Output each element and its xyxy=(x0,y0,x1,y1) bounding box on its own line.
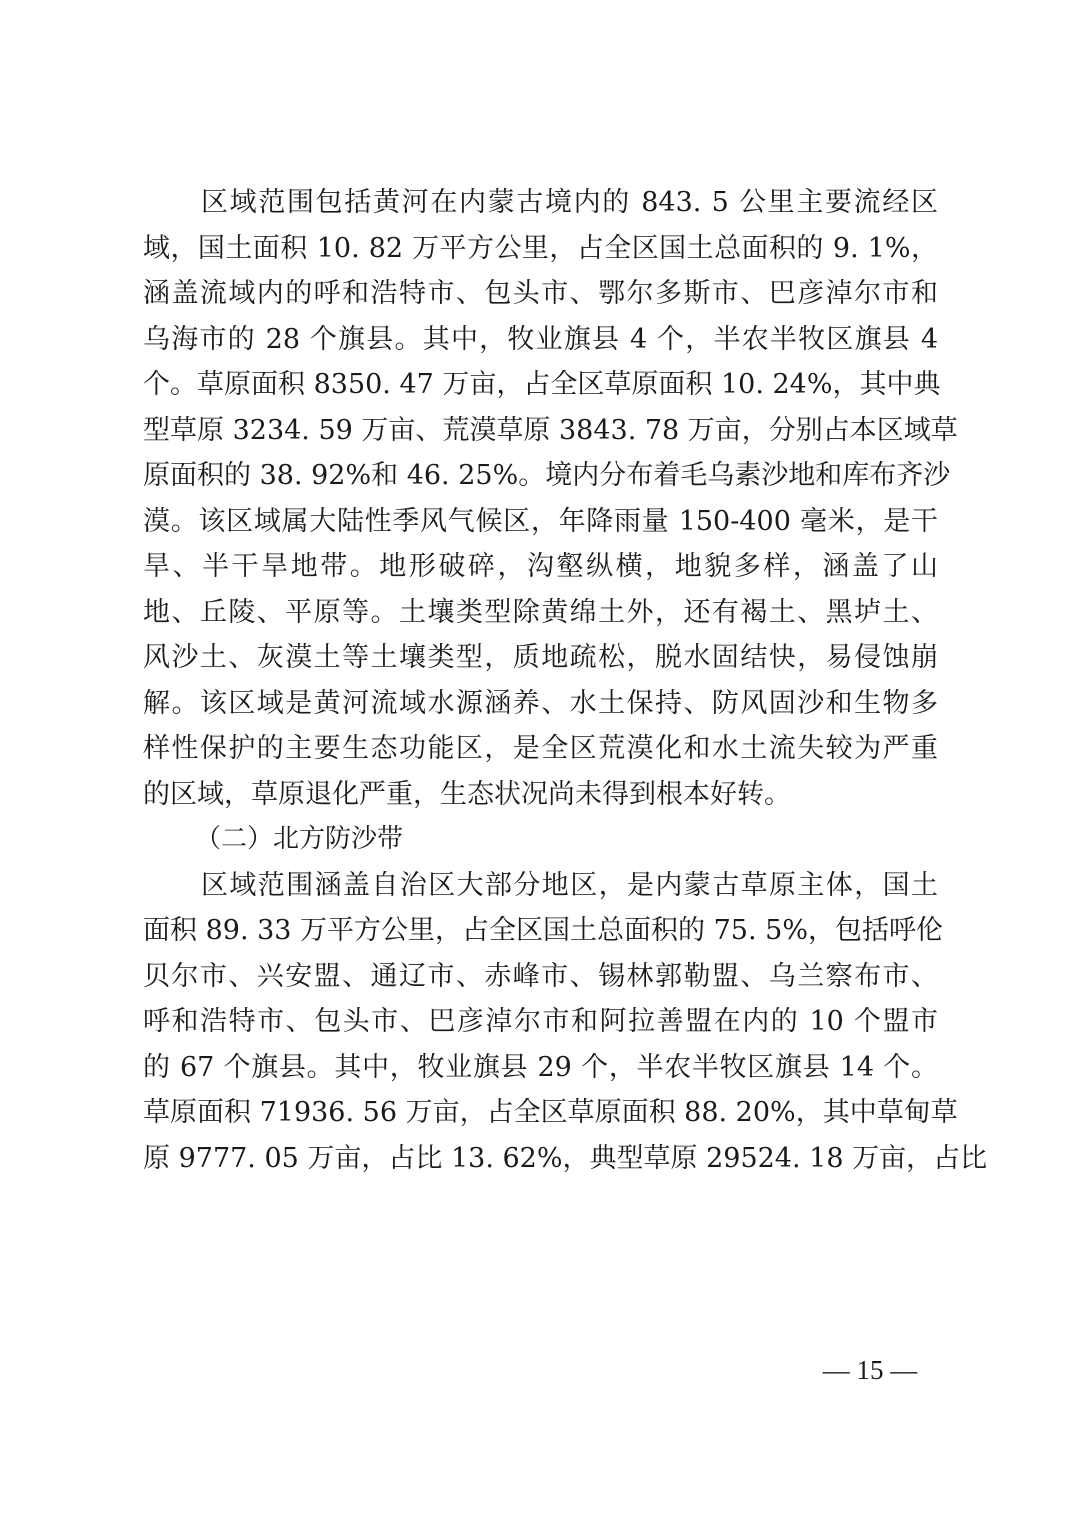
page-number: — 15 — xyxy=(822,1355,918,1385)
text-line: 型草原 3234. 59 万亩、荒漠草原 3843. 78 万亩，分别占本区域草 xyxy=(143,414,958,446)
text-line: 个。草原面积 8350. 47 万亩，占全区草原面积 10. 24%，其中典 xyxy=(143,369,941,400)
text-line: 地、丘陵、平原等。土壤类型除黄绵土外，还有褐土、黑垆土、 xyxy=(143,596,938,628)
text-line: 漠。该区域属大陆性季风气候区，年降雨量 150-400 毫米，是干 xyxy=(143,505,938,537)
text-line: 旱、半干旱地带。地形破碎，沟壑纵横，地貌多样，涵盖了山 xyxy=(143,551,938,582)
text-line: 样性保护的主要生态功能区，是全区荒漠化和水土流失较为严重 xyxy=(143,733,938,764)
text-line: 草原面积 71936. 56 万亩，占全区草原面积 88. 20%，其中草甸草 xyxy=(143,1097,958,1128)
text-line: 涵盖流域内的呼和浩特市、包头市、鄂尔多斯市、巴彦淖尔市和 xyxy=(143,278,938,309)
text-line: 的区域，草原退化严重，生态状况尚未得到根本好转。 xyxy=(143,778,791,810)
text-line: 解。该区域是黄河流域水源涵养、水土保持、防风固沙和生物多 xyxy=(143,687,938,719)
text-line: 原面积的 38. 92%和 46. 25%。境内分布着毛乌素沙地和库布齐沙 xyxy=(143,460,951,491)
text-line: 乌海市的 28 个旗县。其中，牧业旗县 4 个，半农半牧区旗县 4 xyxy=(143,323,938,355)
text-line: 贝尔市、兴安盟、通辽市、赤峰市、锡林郭勒盟、乌兰察布市、 xyxy=(143,960,938,992)
text-line: 面积 89. 33 万平方公里，占全区国土总面积的 75. 5%，包括呼伦 xyxy=(143,915,943,946)
text-line: 原 9777. 05 万亩，占比 13. 62%，典型草原 29524. 18 万亩，占比 xyxy=(143,1142,988,1174)
paragraph-2 xyxy=(143,863,988,1182)
text-line: 域，国土面积 10. 82 万平方公里，占全区国土总面积的 9. 1%， xyxy=(143,232,938,264)
text-line: 呼和浩特市、包头市、巴彦淖尔市和阿拉善盟在内的 10 个盟市 xyxy=(143,1006,938,1037)
text-line: 区域范围包括黄河在内蒙古境内的 843. 5 公里主要流经区 xyxy=(201,187,938,218)
text-line: 风沙土、灰漠土等土壤类型，质地疏松，脱水固结快，易侵蚀崩 xyxy=(143,642,938,673)
text-line: 的 67 个旗县。其中，牧业旗县 29 个，半农半牧区旗县 14 个。 xyxy=(143,1051,938,1083)
body-text xyxy=(143,180,988,1181)
section-heading: （二）北方防沙带 xyxy=(195,824,404,854)
paragraph-1 xyxy=(143,180,958,817)
text-line: 区域范围涵盖自治区大部分地区，是内蒙古草原主体，国土 xyxy=(201,869,938,901)
